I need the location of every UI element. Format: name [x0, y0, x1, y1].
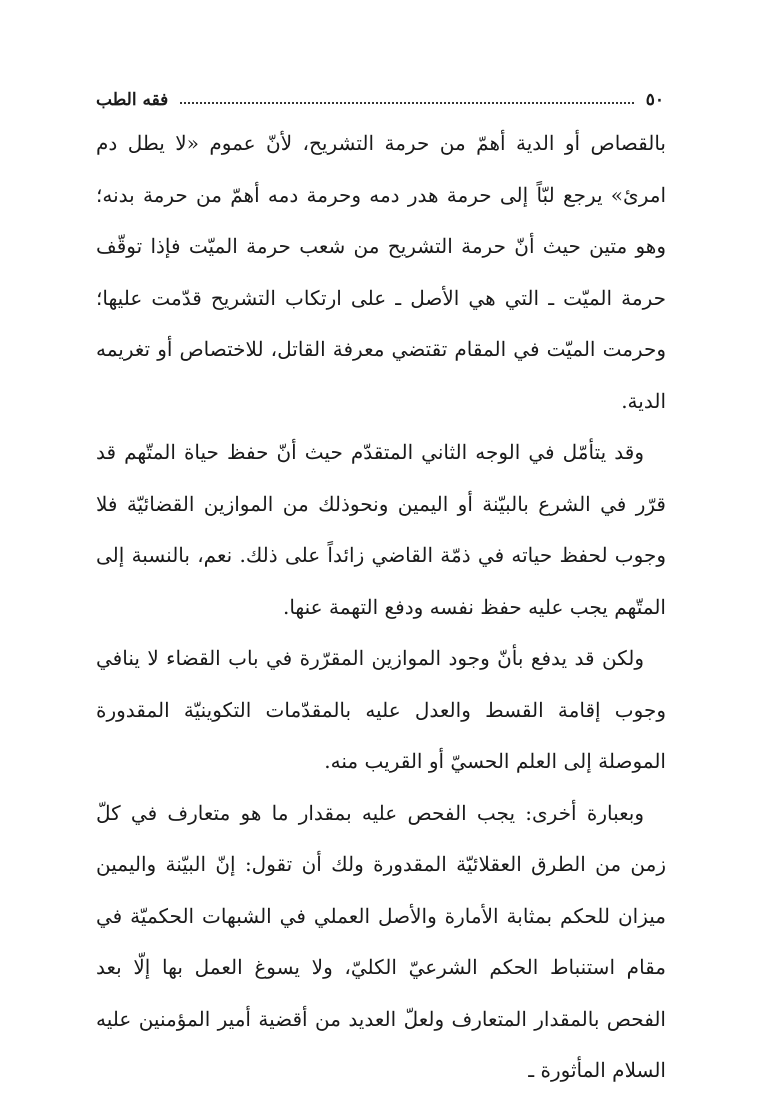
body-text: [96, 118, 666, 1097]
page-number: ٥٠: [645, 90, 664, 110]
page-header: [96, 86, 664, 114]
paragraph: وبعبارة أخرى: يجب الفحص عليه بمقدار ما هو متعارف في كلّ زمن من الطرق العقلائيّة المقدورة ولك أن تقول: إنّ البيّنة واليمين ميزان للحكم بمثابة الأمارة والأصل العملي في الشبهات الحكميّة في مقام استنباط الحكم الشرعيّ الكليّ، ولا يسوغ العمل بها إلّا بعد الفحص بالمقدار المتعارف ولعلّ العديد من أقضية أمير المؤمنين عليه السلام المأثورة ـ: [96, 800, 666, 1082]
paragraph: ولكن قد يدفع بأنّ وجود الموازين المقرّرة في باب القضاء لا ينافي وجوب إقامة القسط والعدل عليه بالمقدّمات التكوينيّة المقدورة الموصلة إلى العلم الحسيّ أو القريب منه.: [96, 646, 666, 773]
header-dotted-leader: [180, 102, 633, 104]
paragraph: وقد يتأمّل في الوجه الثاني المتقدّم حيث أنّ حفظ حياة المتّهم قد قرّر في الشرع بالبيّنة أو اليمين ونحوذلك من الموازين القضائيّة فلا وجوب لحفظ حياته في ذمّة القاضي زائداً على ذلك. نعم، بالنسبة إلى المتّهم يجب عليه حفظ نفسه ودفع التهمة عنها.: [96, 440, 666, 619]
running-title: فقه الطب: [96, 90, 169, 110]
paragraph: بالقصاص أو الدية أهمّ من حرمة التشريح، لأنّ عموم «لا يطل دم امرئ» يرجع لبّاً إلى حرمة هدر دمه وحرمة دمه أهمّ من حرمة بدنه؛ وهو متين حيث أنّ حرمة التشريح من شعب حرمة الميّت فإذا توقّف حرمة الميّت ـ التي هي الأصل ـ على ارتكاب التشريح قدّمت عليها؛ وحرمت الميّت في المقام تقتضي معرفة القاتل، للاختصاص أو تغريمه الدية.: [96, 131, 666, 413]
